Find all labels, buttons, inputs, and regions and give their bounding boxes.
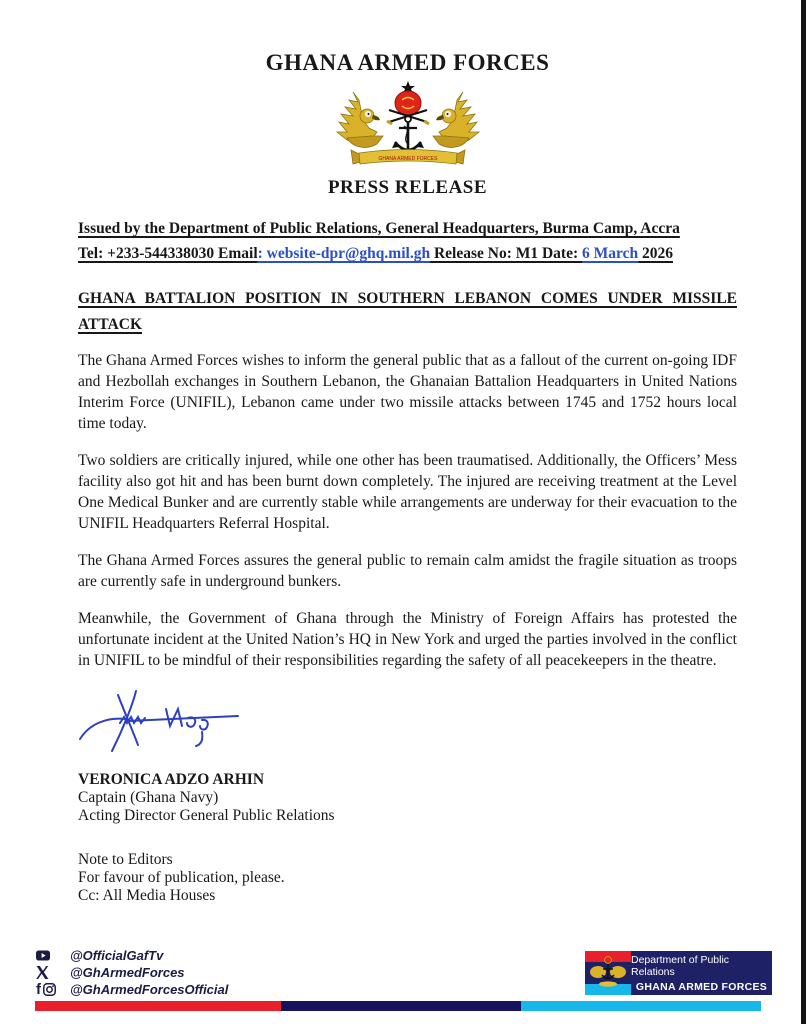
bar-navy-segment <box>281 1001 521 1011</box>
press-release-label: PRESS RELEASE <box>327 177 488 198</box>
paragraph-1: The Ghana Armed Forces wishes to inform the general public that as a fallout of the current on-going IDF and Hezbollah exchanges in Southern Lebanon, the Ghanaian Battalion Headquarters in United Nations Interim Force (UNIFIL), Lebanon came under two missile attacks between 1745 and 1752 hours local time today. <box>78 352 737 432</box>
youtube-handle: @OfficialGafTv <box>70 948 164 963</box>
release-year: 2026 <box>638 245 673 262</box>
signatory-name: VERONICA ADZO ARHIN <box>78 771 265 788</box>
signatory-title: Acting Director General Public Relations <box>78 807 335 824</box>
social-row-youtube <box>36 947 228 964</box>
fb-ig-handle: @GhArmedForcesOfficial <box>70 982 229 997</box>
signatory-block <box>78 771 737 825</box>
dpr-badge-textbox <box>631 951 772 995</box>
release-no-text: Release No: M1 Date: <box>430 245 583 262</box>
scroll-banner <box>351 150 465 165</box>
page-title: GHANA ARMED FORCES <box>265 50 550 75</box>
handwritten-signature <box>74 687 244 753</box>
issued-by-block <box>78 216 737 266</box>
photo-right-edge <box>801 0 806 1024</box>
dpr-badge <box>585 951 772 995</box>
issued-by-text: Issued by the Department of Public Relations, General Headquarters, Burma Camp, Accra <box>78 220 680 237</box>
issued-by-line <box>78 216 737 241</box>
anchor-icon <box>392 116 424 150</box>
bar-red-segment <box>35 1001 281 1011</box>
social-row-fb-ig <box>36 981 228 998</box>
headline: GHANA BATTALION POSITION IN SOUTHERN LEBANON COMES UNDER MISSILE ATTACK <box>78 290 737 333</box>
paragraph-4: Meanwhile, the Government of Ghana through the Ministry of Foreign Affairs has protested the unfortunate incident at the United Nation’s HQ in New York and urged the parties involved in the conflict in UNIFIL to be mindful of their responsibilities regarding the safety of all peacekeepers in the theatre. <box>78 610 737 669</box>
eagle-right-icon <box>433 92 479 147</box>
paragraph-2: Two soldiers are critically injured, while one other has been traumatised. Additionally, the Officers’ Mess facility also got hit and has been burnt down completely. The injured are receiving treatment at the Level One Medical Bunker and are currently stable while arrangements are underway for their evacuation to the UNIFIL Headquarters Referral Hospital. <box>78 452 737 532</box>
instagram-icon <box>43 983 56 996</box>
bar-cyan-segment <box>521 1001 761 1011</box>
note-to-editors <box>78 851 737 905</box>
email-link[interactable]: : website-dpr@ghq.mil.gh <box>257 245 431 262</box>
signatory-rank: Captain (Ghana Navy) <box>78 789 219 806</box>
body-text <box>78 350 737 671</box>
footer-tricolor-bar <box>35 1001 761 1011</box>
contact-line <box>78 241 737 266</box>
eagle-left-icon <box>337 92 383 147</box>
note-line-3: Cc: All Media Houses <box>78 887 216 904</box>
release-date: 6 March <box>582 245 639 262</box>
paragraph-3: The Ghana Armed Forces assures the general public to remain calm amidst the fragile situation as troops are currently safe in underground bunkers. <box>78 552 737 590</box>
tel-text: Tel: +233-544338030 Email <box>78 245 258 262</box>
social-media-block <box>36 947 228 998</box>
x-twitter-icon <box>36 966 49 979</box>
youtube-icon <box>36 950 50 961</box>
gaf-flag-crest-icon <box>585 951 631 995</box>
note-line-1: Note to Editors <box>78 851 173 868</box>
badge-gaf-text: GHANA ARMED FORCES <box>635 980 768 993</box>
social-row-x <box>36 964 228 981</box>
badge-department-text: Department of Public Relations <box>631 953 730 978</box>
ghana-armed-forces-crest-icon <box>301 80 515 170</box>
x-handle: @GhArmedForces <box>70 965 185 980</box>
facebook-icon: f <box>36 981 41 998</box>
note-line-2: For favour of publication, please. <box>78 869 285 886</box>
crest-banner-text: GHANA ARMED FORCES <box>378 156 437 162</box>
